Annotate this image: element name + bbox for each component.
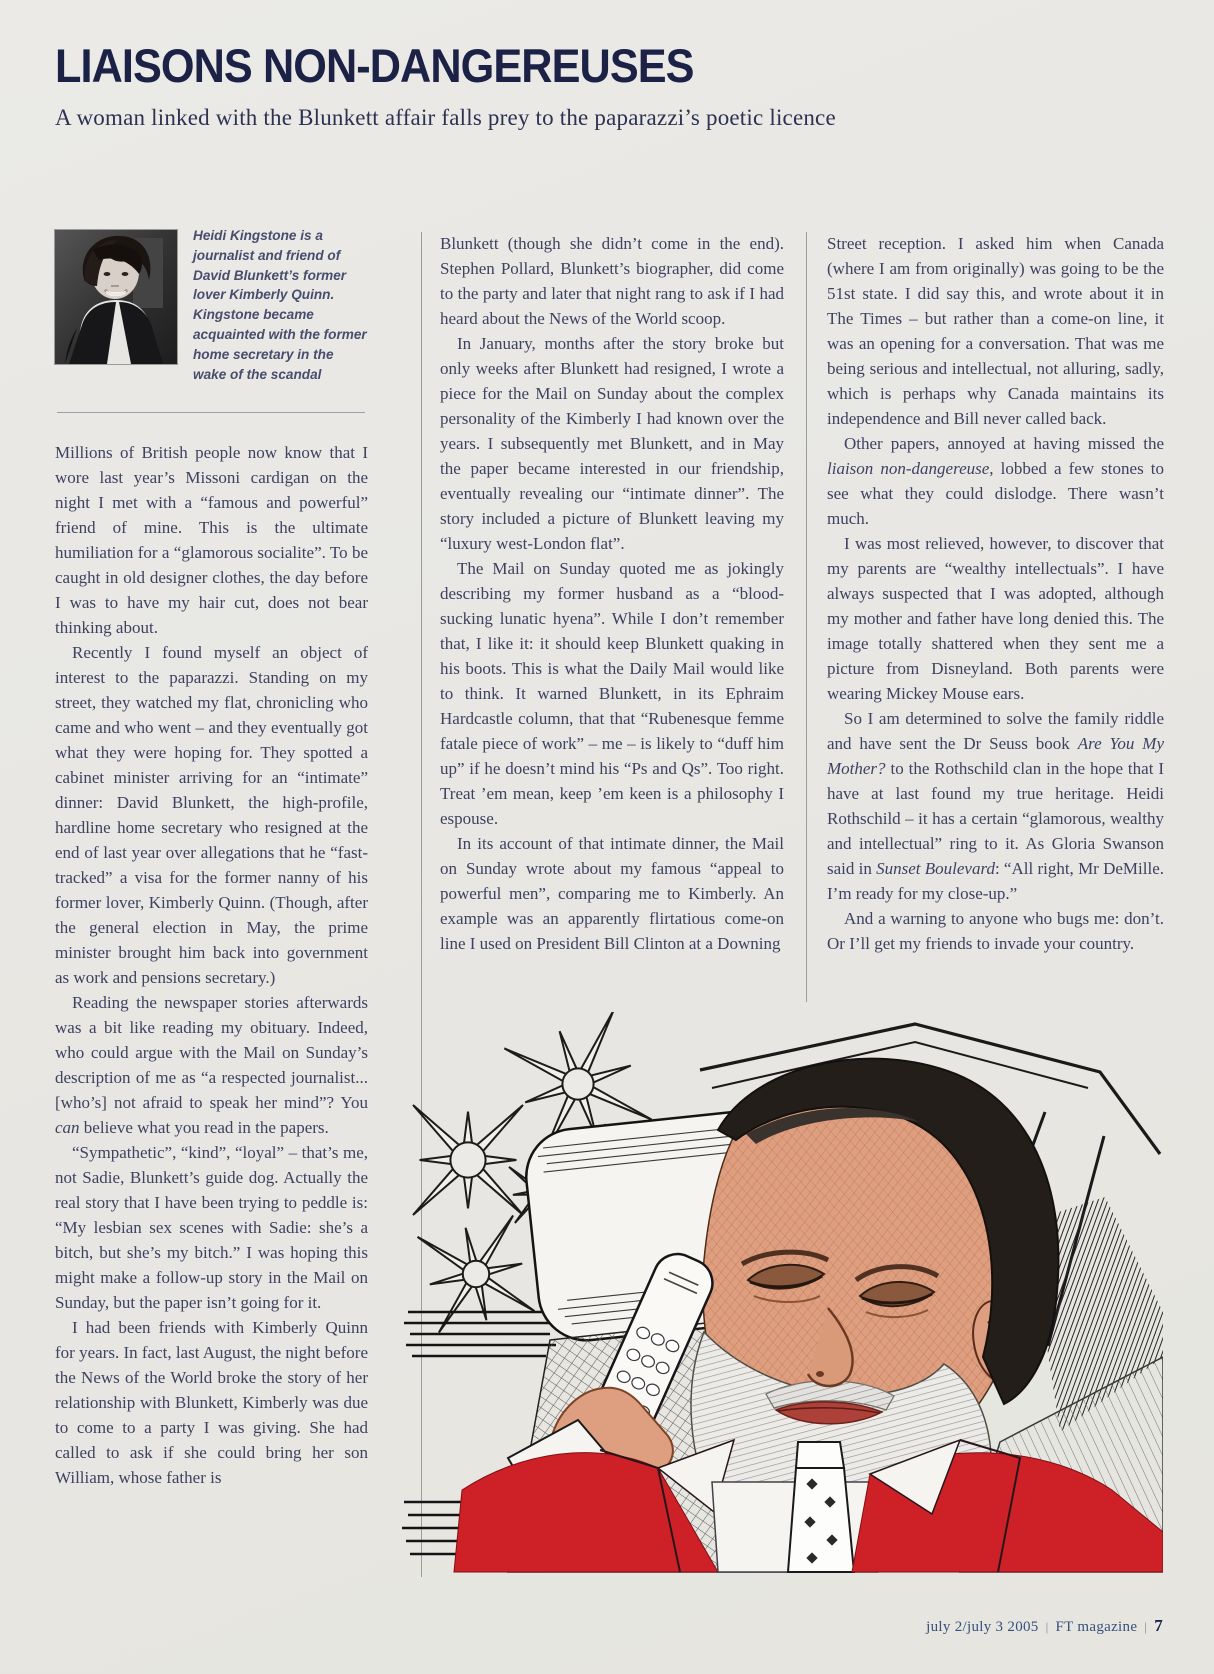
footer-page-number: 7	[1154, 1616, 1163, 1635]
standfirst: A woman linked with the Blunkett affair falls prey to the paparazzi’s poetic licence	[55, 105, 836, 130]
author-box	[55, 226, 370, 384]
footer-separator: |	[1144, 1619, 1148, 1634]
column-divider-2	[806, 232, 807, 1002]
caption-rule	[57, 412, 365, 413]
page-title: LIAISONS NON-DANGEREUSES	[55, 39, 694, 92]
page-footer	[926, 1616, 1163, 1636]
footer-separator: |	[1045, 1619, 1049, 1634]
footer-publication: FT magazine	[1055, 1619, 1138, 1635]
article-column-3: Street reception. I asked him when Canada (where I am from originally) was going to be the 51st state. I did say this, and wrote about it in The Times – but rather than a come-on line, it was an opening for a conversation. That was me being serious and intellectual, not alluring, sadly, which is perhaps why Canada maintains its independence and Bill never called back. Other papers, annoyed at having missed the liaison non-dangereuse, lobbed a few stones to see what they could dislodge. There wasn’t much. I was most relieved, however, to discover that my parents are “wealthy intellectuals”. I have always suspected that I was adopted, although my mother and father have long denied this. The image totally shattered when they sent me a picture from Disneyland. Both parents were wearing Mickey Mouse ears. So I am determined to solve the family riddle and have sent the Dr Seuss book Are You My Mother? to the Rothschild clan in the hope that I have at last found my true heritage. Heidi Rothschild – it has a certain “glamorous, wealthy and intellectual” ring to it. As Gloria Swanson said in Sunset Boulevard: “All right, Mr DeMille. I’m ready for my close-up.” And a warning to anyone who bugs me: don’t. Or I’ll get my friends to invade your country.	[827, 234, 1164, 953]
author-caption: Heidi Kingstone is a journalist and friend of David Blunkett’s former lover Kimberly Quinn. Kingstone became acquainted with the former home secretary in the wake of the scandal	[193, 228, 367, 382]
author-photo	[55, 230, 177, 364]
footer-date: july 2/july 3 2005	[926, 1619, 1039, 1635]
caricature-graphic	[400, 1012, 1163, 1578]
blunkett-caricature-illustration	[400, 1012, 1163, 1578]
article-column-2: Blunkett (though she didn’t come in the end). Stephen Pollard, Blunkett’s biographer, did come to the party and later that night rang to ask if I had heard about the News of the World scoop. In January, months after the story broke but only weeks after Blunkett had resigned, I wrote a piece for the Mail on Sunday about the complex personality of the Kimberly I had known over the years. I subsequently met Blunkett, and in May the paper became interested in our friendship, eventually revealing our “intimate dinner”. The story included a picture of Blunkett leaving my “luxury west-London flat”. The Mail on Sunday quoted me as jokingly describing my former husband as a “blood-sucking lunatic hyena”. While I don’t remember that, I like it: it should keep Blunkett quaking in his boots. This is what the Daily Mail would like to think. It warned Blunkett, in its Ephraim Hardcastle column, that that “Rubenesque femme fatale piece of work” – me – is likely to “duff him up” if he doesn’t mind his “Ps and Qs”. Too right. Treat ’em mean, keep ’em keen is a philosophy I espouse. In its account of that intimate dinner, the Mail on Sunday wrote about my famous “appeal to powerful men”, comparing me to Kimberly. An example was an apparently flirtatious come-on line I used on President Bill Clinton at a Downing	[440, 234, 784, 953]
portrait-photo-graphic	[55, 230, 177, 364]
article-column-1: Millions of British people now know that I wore last year’s Missoni cardigan on the night I met with a “famous and powerful” friend of mine. This is the ultimate humiliation for a “glamorous socialite”. To be caught in old designer clothes, the day before I was to have my hair cut, does not bear thinking about. Recently I found myself an object of interest to the paparazzi. Standing on my street, they watched my flat, chronicling who came and who went – and they eventually got what they were hoping for. They spotted a cabinet minister arriving for an “intimate” dinner: David Blunkett, the high-profile, hardline home secretary who resigned at the end of last year over allegations that he “fast-tracked” a visa for the former nanny of his former lover, Kimberly Quinn. (Though, after the general election in May, the prime minister brought him back into government as work and pensions secretary.) Reading the newspaper stories afterwards was a bit like reading my obituary. Indeed, who could argue with the Mail on Sunday’s description of me as “a respected journalist... [who’s] not afraid to speak her mind”? You can believe what you read in the papers. “Sympathetic”, “kind”, “loyal” – that’s me, not Sadie, Blunkett’s guide dog. Actually the real story that I have been trying to peddle is: “My lesbian sex scenes with Sadie: she’s a bitch, but she’s my bitch.” I was hoping this might make a follow-up story in the Mail on Sunday, but the paper isn’t going for it. I had been friends with Kimberly Quinn for years. In fact, last August, the night before the News of the World broke the story of her relationship with Blunkett, Kimberly was due to come to a party I was giving. She had called to ask if she could bring her son William, whose father is	[55, 443, 368, 1487]
